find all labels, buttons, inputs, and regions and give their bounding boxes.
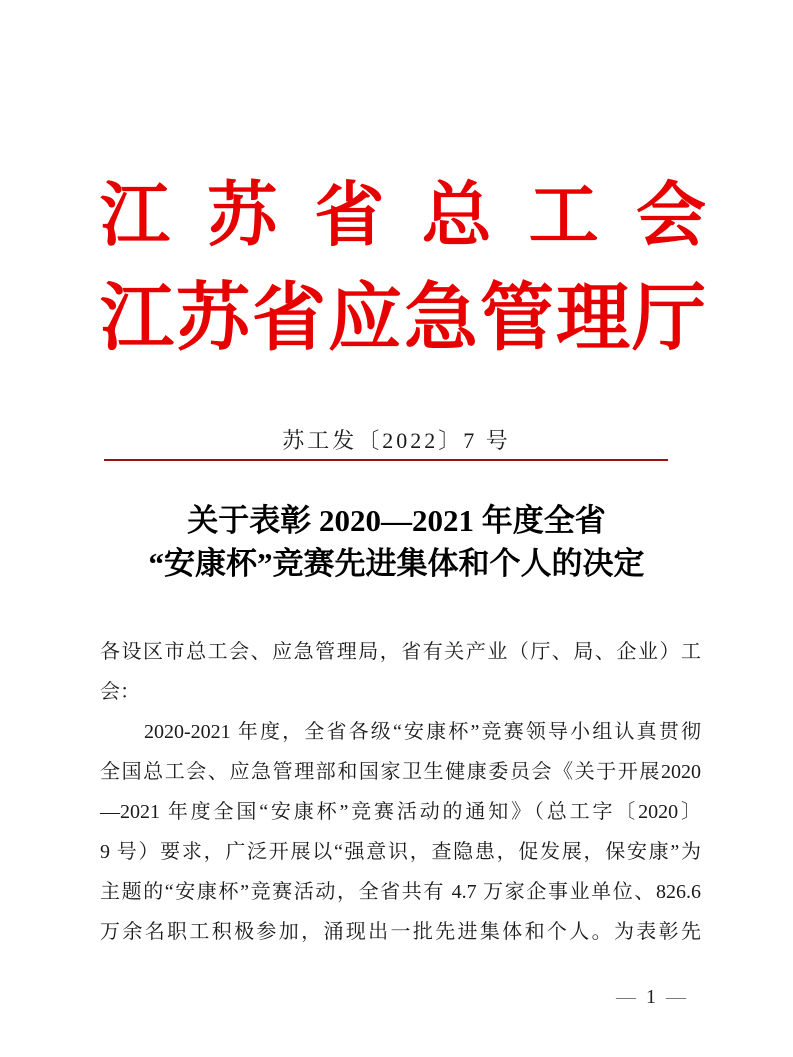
red-divider-rule — [104, 459, 668, 461]
page-number-dash: — — [616, 986, 636, 1008]
document-title-line-1: 关于表彰 2020—2021 年度全省 — [187, 503, 606, 538]
letterhead-character: 厅 — [632, 278, 706, 360]
body-line: —2021 年度全国“安康杯”竞赛活动的通知》（总工字〔2020〕 — [100, 801, 701, 823]
letterhead-character: 省 — [314, 178, 385, 255]
letterhead-org-line-2 — [100, 278, 706, 360]
body-line: 万余名职工积极参加，涌现出一批先进集体和个人。为表彰先 — [100, 921, 701, 943]
letterhead-character: 应 — [328, 278, 402, 360]
letterhead-character: 苏 — [176, 278, 250, 360]
body-line: 会： — [100, 681, 140, 703]
letterhead-character: 苏 — [207, 178, 278, 255]
letterhead-character: 工 — [528, 178, 599, 255]
letterhead-character: 理 — [556, 278, 630, 360]
body-line: 主题的“安康杯”竞赛活动，全省共有 4.7 万家企事业单位、826.6 — [100, 881, 701, 903]
body-line: 各设区市总工会、应急管理局，省有关产业（厅、局、企业）工 — [100, 641, 701, 663]
document-body — [100, 632, 701, 952]
document-title-line-2: “安康杯”竞赛先进集体和个人的决定 — [148, 546, 645, 581]
body-line: 9 号）要求，广泛开展以“强意识，查隐患，促发展，保安康”为 — [100, 841, 701, 863]
letterhead-character: 省 — [252, 278, 326, 360]
letterhead-character: 会 — [635, 178, 706, 255]
letterhead-org-line-1 — [100, 180, 706, 254]
body-line: 全国总工会、应急管理部和国家卫生健康委员会《关于开展2020 — [100, 761, 701, 783]
letterhead-character: 江 — [100, 178, 170, 255]
page-number — [616, 986, 686, 1009]
letterhead-character: 江 — [100, 278, 174, 360]
document-title — [0, 499, 793, 585]
letterhead-character: 管 — [480, 278, 554, 360]
document-reference-number: 苏工发〔2022〕7 号 — [282, 428, 511, 453]
letterhead-character: 急 — [404, 278, 478, 360]
page-number-dash: — — [666, 986, 686, 1008]
page-number-value: 1 — [646, 986, 656, 1008]
letterhead-character: 总 — [421, 178, 492, 255]
body-line: 2020-2021 年度，全省各级“安康杯”竞赛领导小组认真贯彻 — [144, 721, 701, 743]
